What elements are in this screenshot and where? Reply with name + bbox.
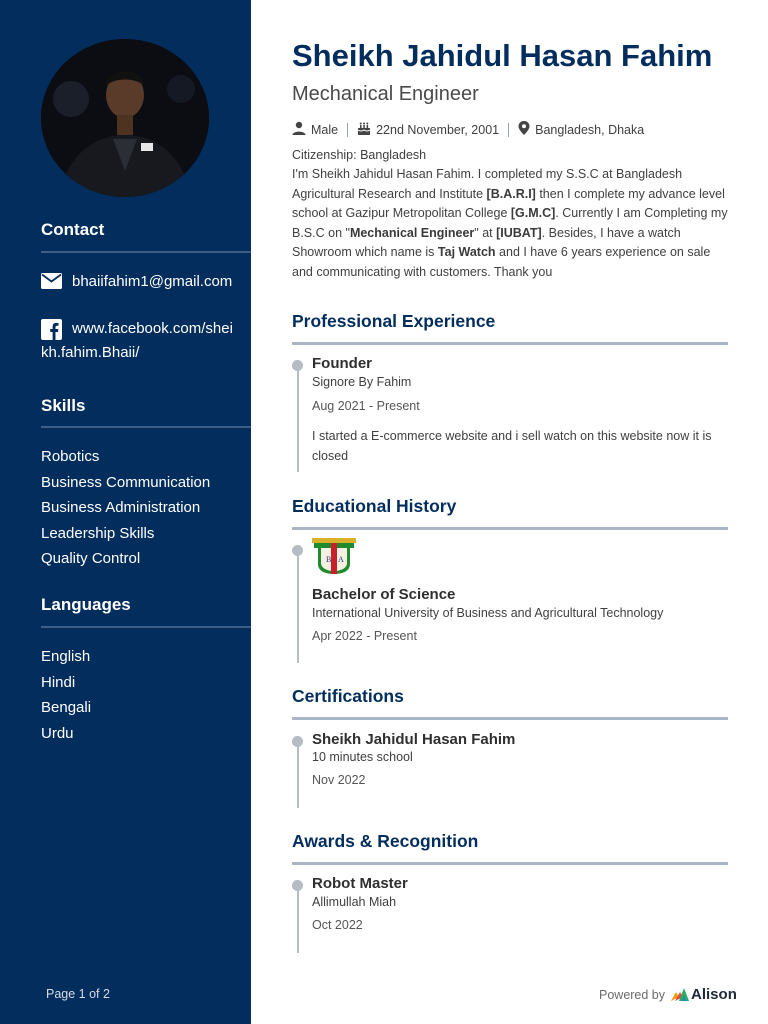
alison-logo bbox=[671, 986, 737, 1003]
about-text: I'm Sheikh Jahidul Hasan Fahim. I completed my S.S.C at Bangladesh Agricultural Research and Institute bbox=[292, 167, 683, 201]
certification-name: Sheikh Jahidul Hasan Fahim bbox=[312, 731, 516, 748]
award-issuer: Allimullah Miah bbox=[312, 895, 397, 909]
about-text: " at bbox=[474, 225, 497, 240]
cake-icon bbox=[357, 121, 376, 138]
skill-item: Leadership Skills bbox=[41, 524, 155, 542]
certification-issuer: 10 minutes school bbox=[312, 750, 413, 764]
education-school: International University of Business and Agricultural Technology bbox=[312, 606, 664, 620]
about-text: then I complete my advance level school at Gazipur Metropolitan College bbox=[292, 186, 725, 220]
gender-info bbox=[292, 121, 338, 138]
skills-divider bbox=[41, 426, 251, 428]
citizenship: Citizenship: Bangladesh bbox=[292, 148, 427, 162]
location-info bbox=[518, 121, 644, 138]
skill-item: Robotics bbox=[41, 448, 100, 465]
about-highlight: [G.M.C] bbox=[510, 206, 556, 220]
gender-text: Male bbox=[311, 122, 339, 137]
language-item: Urdu bbox=[41, 724, 74, 742]
email-icon bbox=[41, 273, 62, 297]
profile-photo bbox=[41, 39, 209, 197]
skills-heading: Skills bbox=[41, 396, 86, 415]
languages-list bbox=[41, 644, 91, 746]
facebook-text: www.facebook.com/sheikh.fahim.Bhaii/ bbox=[41, 320, 233, 361]
experience-description: I started a E-commerce website and i sell watch on this website now it is closed bbox=[312, 429, 712, 463]
education-degree: Bachelor of Science bbox=[312, 586, 456, 603]
about-highlight: [IUBAT] bbox=[496, 225, 542, 240]
about-summary bbox=[292, 165, 728, 282]
awards-divider bbox=[292, 862, 728, 865]
person-icon bbox=[292, 121, 311, 138]
page-number: Page 1 of 2 bbox=[46, 987, 110, 1001]
skill-item: Quality Control bbox=[41, 550, 141, 567]
location-text: Bangladesh, Dhaka bbox=[535, 122, 645, 137]
svg-text:B: B bbox=[326, 555, 332, 564]
timeline-dot bbox=[292, 736, 303, 747]
about-text: . Besides, I have a watch Showroom which name is bbox=[292, 225, 681, 259]
awards-heading: Awards & Recognition bbox=[292, 831, 479, 851]
skills-list bbox=[41, 444, 210, 572]
contact-divider bbox=[41, 251, 251, 253]
about-text: and I have 6 years experience on sale and communicating with customers. Thank you bbox=[292, 245, 711, 279]
experience-role: Founder bbox=[312, 355, 372, 372]
experience-dates: Aug 2021 - Present bbox=[312, 399, 420, 413]
education-dates: Apr 2022 - Present bbox=[312, 629, 417, 643]
university-logo bbox=[312, 538, 356, 576]
location-pin-icon bbox=[518, 121, 535, 138]
experience-company: Signore By Fahim bbox=[312, 375, 412, 389]
birthdate-info bbox=[357, 121, 499, 138]
experience-heading: Professional Experience bbox=[292, 311, 496, 331]
certification-date: Nov 2022 bbox=[312, 773, 366, 787]
timeline-dot bbox=[292, 545, 303, 556]
meta-separator bbox=[347, 123, 348, 137]
education-timeline bbox=[297, 549, 299, 663]
birthdate-text: 22nd November, 2001 bbox=[376, 122, 500, 137]
skill-item: Business Administration bbox=[41, 499, 201, 516]
sidebar bbox=[0, 0, 251, 1024]
certifications-timeline bbox=[297, 740, 299, 808]
facebook-link[interactable] bbox=[41, 317, 237, 365]
meta-separator bbox=[508, 123, 509, 137]
job-title: Mechanical Engineer bbox=[292, 83, 479, 105]
certifications-divider bbox=[292, 717, 728, 720]
language-item: English bbox=[41, 648, 91, 665]
experience-timeline bbox=[297, 364, 299, 472]
powered-by[interactable] bbox=[599, 986, 737, 1003]
alison-wordmark: Alison bbox=[691, 986, 737, 1003]
language-item: Bengali bbox=[41, 699, 92, 716]
experience-divider bbox=[292, 342, 728, 345]
contact-heading: Contact bbox=[41, 220, 105, 239]
award-date: Oct 2022 bbox=[312, 918, 363, 932]
skill-item: Business Communication bbox=[41, 473, 211, 491]
email-text: bhaiifahim1@gmail.com bbox=[72, 273, 233, 290]
email-link[interactable] bbox=[41, 270, 237, 294]
education-heading: Educational History bbox=[292, 496, 457, 516]
award-name: Robot Master bbox=[312, 875, 408, 892]
about-text: . Currently I am Completing my B.S.C on " bbox=[292, 206, 728, 240]
personal-info bbox=[292, 121, 644, 138]
language-item: Hindi bbox=[41, 673, 76, 691]
education-divider bbox=[292, 527, 728, 530]
awards-timeline bbox=[297, 885, 299, 953]
candidate-name: Sheikh Jahidul Hasan Fahim bbox=[292, 38, 713, 73]
facebook-icon bbox=[41, 319, 62, 348]
timeline-dot bbox=[292, 880, 303, 891]
about-highlight: Mechanical Engineer bbox=[349, 225, 475, 240]
languages-divider bbox=[41, 626, 251, 628]
svg-text:A: A bbox=[338, 555, 344, 564]
certifications-heading: Certifications bbox=[292, 686, 404, 706]
about-highlight: [B.A.R.I] bbox=[486, 186, 536, 201]
about-highlight: Taj Watch bbox=[437, 245, 496, 259]
powered-by-label: Powered by bbox=[599, 987, 666, 1002]
timeline-dot bbox=[292, 360, 303, 371]
languages-heading: Languages bbox=[41, 595, 131, 614]
